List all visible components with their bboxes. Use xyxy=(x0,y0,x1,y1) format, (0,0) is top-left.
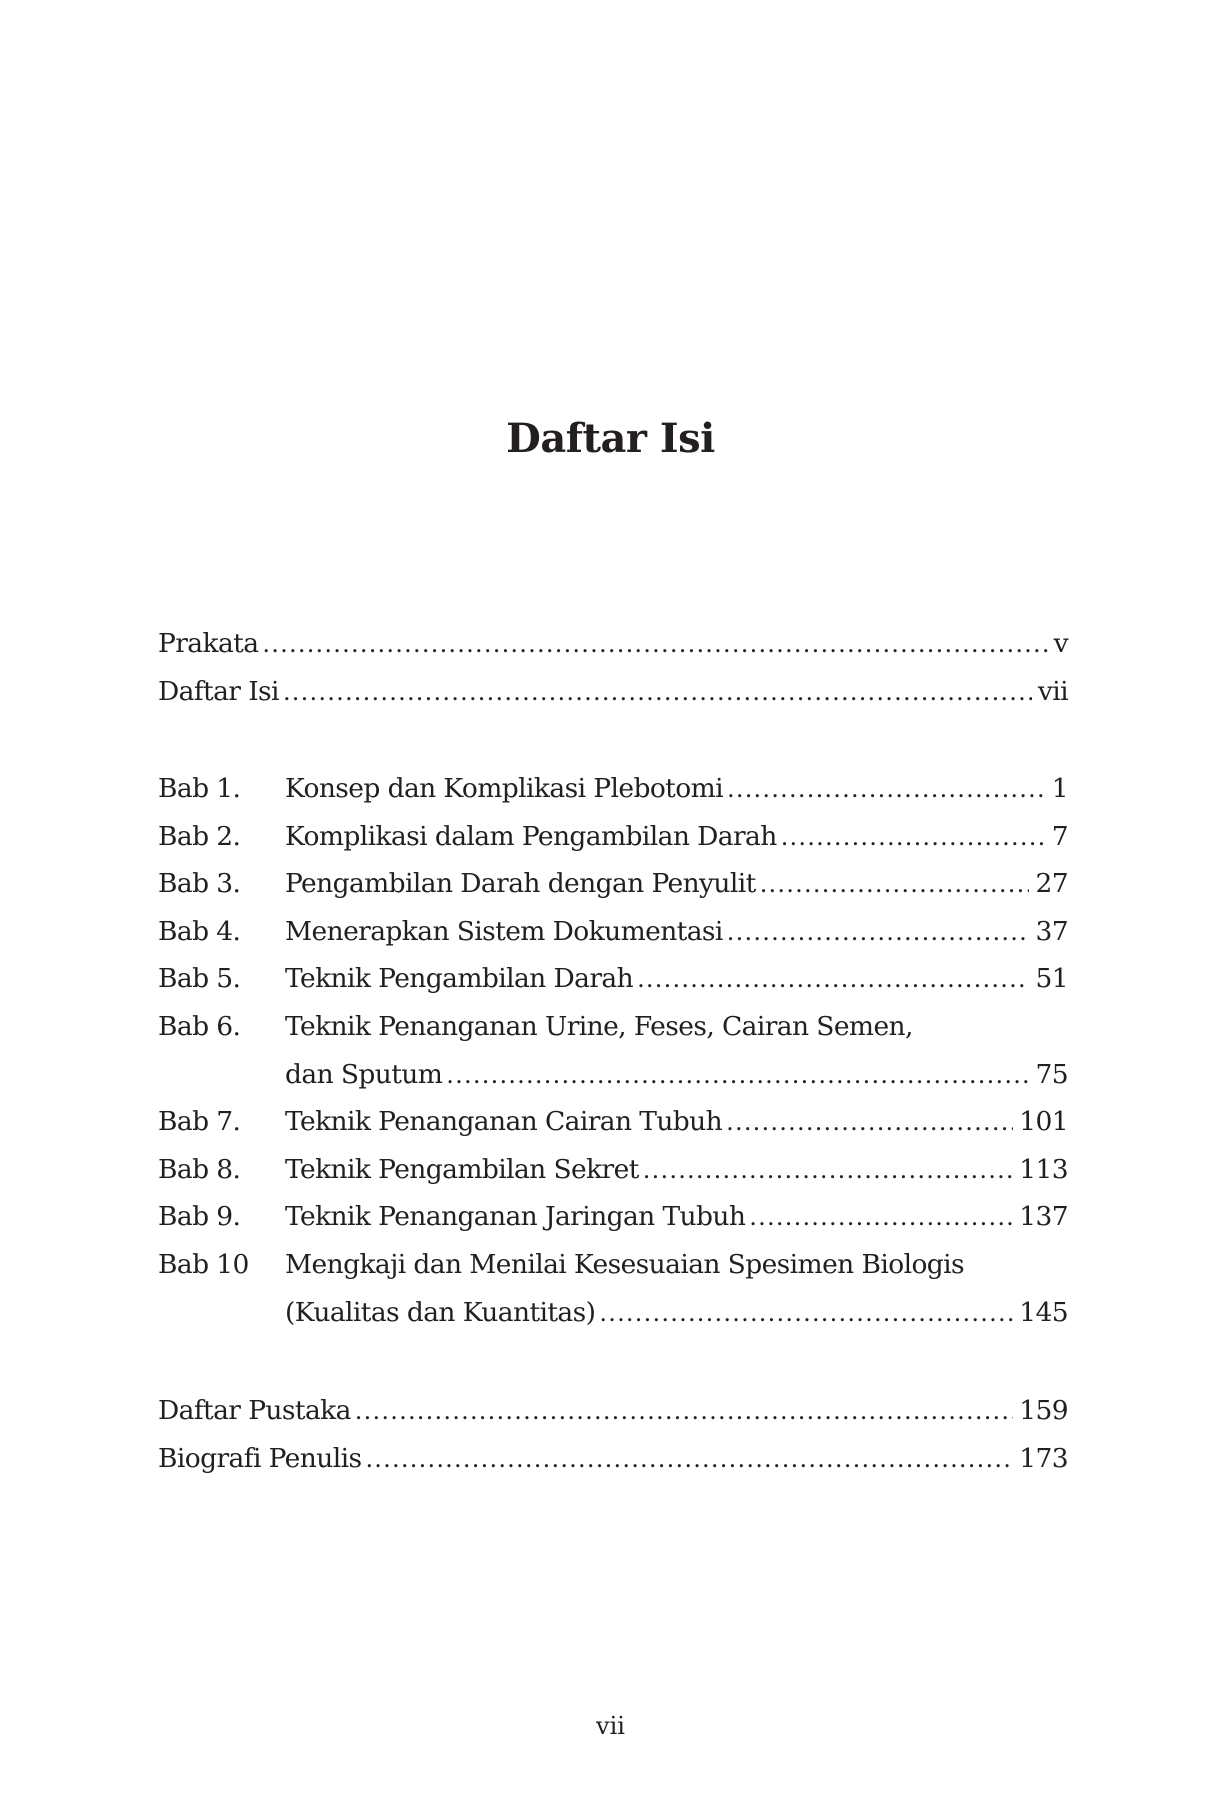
toc-entry-bab-4[interactable] xyxy=(158,908,1068,956)
chapter-number: Bab 5. xyxy=(158,963,241,995)
chapter-title-continued: dan Sputum xyxy=(285,1058,443,1090)
toc-entry-title: Prakata xyxy=(158,628,259,659)
chapter-title: Menerapkan Sistem Dokumentasi xyxy=(285,915,723,947)
chapter-number: Bab 9. xyxy=(158,1201,241,1233)
toc-entry-bab-3[interactable] xyxy=(158,860,1068,908)
dot-leader xyxy=(283,668,1032,717)
dot-leader xyxy=(726,1098,1013,1147)
dot-leader xyxy=(760,860,1030,909)
toc-entry-page: vii xyxy=(1037,675,1068,707)
dot-leader xyxy=(643,1146,1013,1195)
chapter-title: Konsep dan Komplikasi Plebotomi xyxy=(285,773,723,804)
chapter-number: Bab 8. xyxy=(158,1153,241,1185)
dot-leader xyxy=(749,1193,1013,1242)
dot-leader xyxy=(727,908,1030,957)
chapter-page: 145 xyxy=(1019,1296,1068,1328)
toc-entry-bab-10[interactable] xyxy=(158,1241,1068,1289)
chapter-page: 137 xyxy=(1019,1201,1068,1233)
chapter-title: Teknik Pengambilan Sekret xyxy=(285,1153,639,1185)
chapter-title: Teknik Penanganan Urine, Feses, Cairan Semen, xyxy=(285,1010,913,1042)
chapter-page: 113 xyxy=(1019,1153,1068,1185)
page-title: Daftar Isi xyxy=(506,415,715,462)
chapter-page: 7 xyxy=(1051,820,1068,852)
toc-entry-title: Daftar Isi xyxy=(158,675,279,707)
toc-entry-biografi-penulis[interactable] xyxy=(158,1435,1068,1483)
chapter-number: Bab 2. xyxy=(158,820,241,852)
toc-entry-bab-5[interactable] xyxy=(158,955,1068,1003)
dot-leader xyxy=(727,765,1046,814)
chapter-page: 51 xyxy=(1035,963,1068,995)
chapter-title: Mengkaji dan Menilai Kesesuaian Spesimen Biologis xyxy=(285,1248,965,1280)
chapter-page: 75 xyxy=(1035,1058,1068,1090)
chapter-number: Bab 1. xyxy=(158,773,241,804)
toc-entry-bab-7[interactable] xyxy=(158,1098,1068,1146)
toc-entry-daftar-isi[interactable] xyxy=(158,668,1068,716)
toc-entry-title: Daftar Pustaka xyxy=(158,1395,351,1426)
toc-entry-bab-10-continued[interactable] xyxy=(158,1289,1068,1337)
chapter-number: Bab 10 xyxy=(158,1248,249,1280)
toc-back-matter xyxy=(158,1387,1068,1482)
chapter-number: Bab 4. xyxy=(158,915,241,947)
toc-entry-bab-6-continued[interactable] xyxy=(158,1051,1068,1099)
dot-leader xyxy=(262,620,1047,669)
toc-front-matter xyxy=(158,620,1068,715)
dot-leader xyxy=(599,1289,1013,1338)
chapter-number: Bab 3. xyxy=(158,868,241,900)
chapter-page: 37 xyxy=(1035,915,1068,947)
chapter-title-continued: (Kualitas dan Kuantitas) xyxy=(285,1296,596,1328)
toc-entry-prakata[interactable] xyxy=(158,620,1068,668)
chapter-title: Pengambilan Darah dengan Penyulit xyxy=(285,868,756,900)
toc-entry-bab-2[interactable] xyxy=(158,813,1068,861)
dot-leader xyxy=(355,1387,1013,1436)
dot-leader xyxy=(781,813,1046,862)
toc-entry-bab-6[interactable] xyxy=(158,1003,1068,1051)
chapter-page: 27 xyxy=(1035,868,1068,900)
chapter-page: 101 xyxy=(1019,1106,1068,1138)
toc-entry-daftar-pustaka[interactable] xyxy=(158,1387,1068,1435)
toc-entry-bab-1[interactable] xyxy=(158,765,1068,813)
chapter-title: Teknik Pengambilan Darah xyxy=(285,963,634,995)
toc-entry-page: v xyxy=(1053,628,1068,659)
toc-entry-page: 173 xyxy=(1019,1442,1068,1474)
dot-leader xyxy=(365,1435,1013,1484)
chapter-title: Teknik Penanganan Jaringan Tubuh xyxy=(285,1201,746,1233)
chapter-title: Komplikasi dalam Pengambilan Darah xyxy=(285,820,777,852)
toc-entry-title: Biografi Penulis xyxy=(158,1442,362,1474)
dot-leader xyxy=(446,1051,1029,1100)
chapter-page: 1 xyxy=(1051,773,1068,804)
chapter-number: Bab 7. xyxy=(158,1106,241,1138)
page-number: vii xyxy=(596,1712,625,1740)
chapter-title: Teknik Penanganan Cairan Tubuh xyxy=(285,1106,723,1138)
toc-entry-bab-9[interactable] xyxy=(158,1193,1068,1241)
toc-entry-page: 159 xyxy=(1019,1395,1068,1426)
chapter-number: Bab 6. xyxy=(158,1010,241,1042)
toc-entry-bab-8[interactable] xyxy=(158,1146,1068,1194)
dot-leader xyxy=(637,955,1029,1004)
toc-chapters xyxy=(158,765,1068,1336)
